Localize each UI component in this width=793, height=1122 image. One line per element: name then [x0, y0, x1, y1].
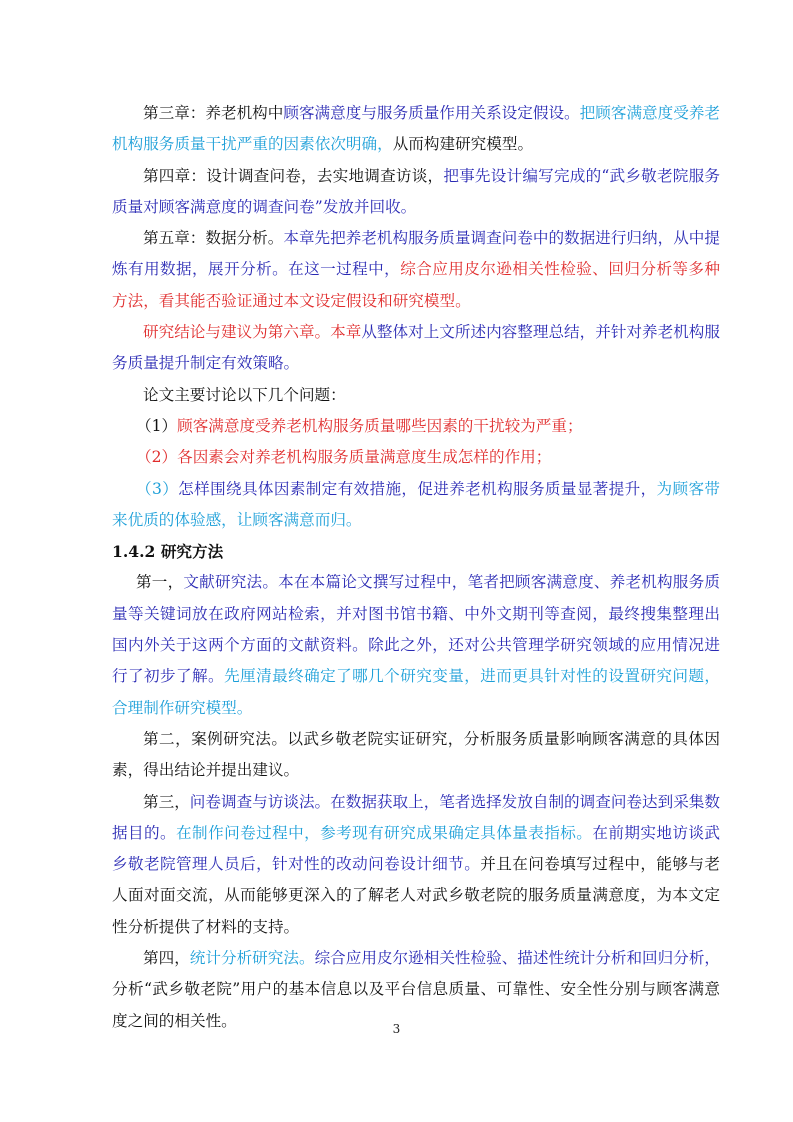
text-segment: 综合应用皮尔逊相关性检验、回归分析等多种方法，看其能否验证通过本文设定假设和研究模型。: [112, 260, 720, 310]
paragraph-chapter-five: [112, 223, 720, 317]
paragraph-question-1: [112, 411, 720, 442]
text-segment: 本章先把养老机构服务质量调查问卷中的数据进行归纳，从中提炼有用数据，展开分析。在这一过程中，: [112, 229, 720, 279]
text-segment: 第三，: [143, 792, 190, 811]
text-segment: 从而构建研究模型。: [392, 135, 534, 154]
text-segment: 顾客满意度与服务质量作用关系设定假设。: [283, 104, 580, 122]
text-segment: 把顾客满意度受养老机构服务质量干扰严重的因素依次明确，: [112, 104, 721, 154]
text-segment: 先厘清最终确定了哪几个研究变量，进而更具针对性的设置研究问题，合理制作研究模型。: [112, 667, 720, 717]
text-segment: 为顾客带来优质的体验感，让顾客满意而归。: [112, 479, 720, 529]
paragraph-chapter-three: [112, 98, 720, 161]
text-segment: 问卷调查与访谈法。在数据获取上，笔者选择发放自制的调查问卷达到采集数据目的。: [112, 792, 720, 842]
text-segment: （2）各因素会对养老机构服务质量满意度生成怎样的作用；: [136, 448, 552, 467]
text-segment: 第三章：养老机构中: [143, 104, 284, 122]
text-segment: 统计分析研究法。: [189, 949, 315, 968]
text-segment: 第一，: [136, 573, 184, 592]
paragraph-questions-intro: [112, 380, 720, 411]
text-segment: 研究结论与建议为第六章。本章: [143, 323, 362, 342]
paragraph-section-heading: [112, 536, 720, 567]
text-segment: 论文主要讨论以下几个问题：: [143, 385, 346, 404]
paragraph-question-2: [112, 442, 720, 473]
paragraph-chapter-six: [112, 317, 720, 380]
text-segment: 综合应用皮尔逊相关性检验、描述性统计分析和回归分析，: [314, 949, 721, 968]
paragraph-chapter-four: [112, 161, 720, 224]
text-segment: 并且在问卷填写过程中，能够与老人面对面交流，从而能够更深入的了解老人对武乡敬老院的服务质量满意度，为本文定性分析提供了材料的支持。: [112, 855, 720, 936]
body-text: [112, 98, 720, 1037]
text-segment: 顾客满意度受养老机构服务质量哪些因素的干扰较为严重；: [177, 416, 583, 435]
text-segment: 文献研究法。本在本篇论文撰写过程中，笔者把顾客满意度、养老机构服务质量等关键词放在政府网站检索，并对图书馆书籍、中外文期刊等查阅，最终搜集整理出国内外关于这两个方面的文献资料。除此之外，还对公共管理学研究领域的应用情况进行了初步了解。: [112, 573, 720, 686]
text-segment: （1）: [136, 416, 178, 435]
text-segment: 第四章：设计调查问卷，去实地调查访谈，: [143, 166, 444, 185]
text-segment: 第二，案例研究法。以武乡敬老院实证研究，分析服务质量影响顾客满意的具体因素，得出结论并提出建议。: [112, 729, 720, 780]
paragraph-method-one: [112, 567, 720, 723]
text-segment: 在制作问卷过程中，参考现有研究成果确定具体量表指标。: [176, 823, 593, 842]
text-segment: 怎样围绕具体因素制定有效措施，促进养老机构服务质量显著提升，: [178, 479, 657, 498]
text-segment: 把事先设计编写完成的“武乡敬老院服务质量对顾客满意度的调查问卷”发放并回收。: [112, 166, 720, 216]
text-segment: （3）: [136, 479, 179, 498]
text-segment: 第五章：数据分析。: [143, 229, 284, 248]
page-number: 3: [392, 1022, 401, 1036]
text-segment: 从整体对上文所述内容整理总结，并针对养老机构服务质量提升制定有效策略。: [112, 323, 720, 373]
text-segment: 在前期实地访谈武乡敬老院管理人员后，针对性的改动问卷设计细节。: [112, 823, 720, 874]
text-segment: 1.4.2 研究方法: [112, 542, 224, 562]
paragraph-question-3: [112, 474, 720, 537]
paragraph-method-two: [112, 724, 720, 787]
paragraph-method-three: [112, 787, 720, 943]
text-segment: 第四，: [143, 949, 190, 968]
text-segment: 分析“武乡敬老院”用户的基本信息以及平台信息质量、可靠性、安全性分别与顾客满意度之间的相关性。: [112, 980, 720, 1030]
